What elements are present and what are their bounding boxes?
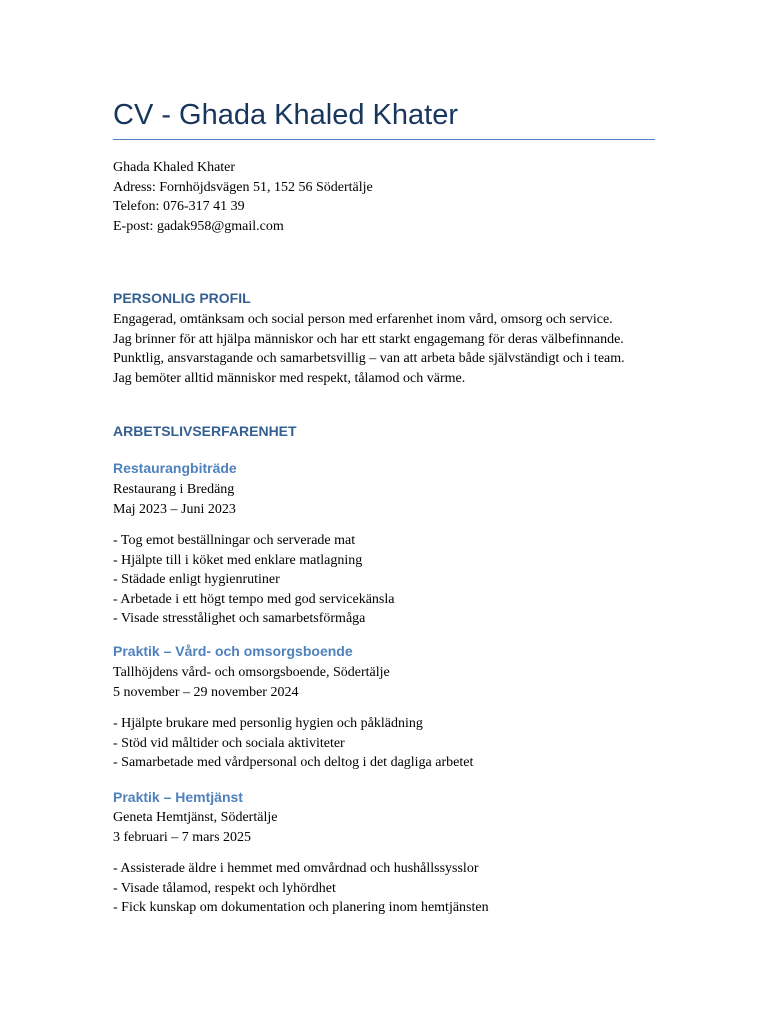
contact-address: Adress: Fornhöjdsvägen 51, 152 56 Södertälje [113, 179, 373, 195]
job-period: 5 november – 29 november 2024 [113, 684, 299, 700]
job-employer: Restaurang i Bredäng [113, 482, 235, 497]
job-period: Maj 2023 – Juni 2023 [113, 501, 236, 517]
profile-line: Jag brinner för att hjälpa människor och har ett starkt engagemang för deras välbefinnande. [113, 331, 624, 347]
task-item: - Arbetade i ett högt tempo med god servicekänsla [113, 591, 395, 607]
job-tasks [113, 714, 693, 773]
contact-phone: Telefon: 076-317 41 39 [113, 199, 245, 214]
job-period: 3 februari – 7 mars 2025 [113, 829, 252, 845]
job-tasks [113, 531, 693, 629]
job-employer: Tallhöjdens vård- och omsorgsboende, Södertälje [113, 665, 390, 680]
task-item: - Visade tålamod, respekt och lyhördhet [113, 880, 336, 896]
task-item: - Visade stresstålighet och samarbetsförmåga [113, 611, 366, 626]
task-item: - Hjälpte till i köket med enklare matlagning [113, 552, 363, 568]
title-underline [113, 139, 655, 140]
job-title: Praktik – Vård- och omsorgsboende [113, 643, 353, 659]
experience-heading: ARBETSLIVSERFARENHET [113, 423, 297, 439]
contact-block [113, 158, 693, 236]
job-employer: Geneta Hemtjänst, Södertälje [113, 810, 278, 825]
job-title: Praktik – Hemtjänst [113, 789, 243, 805]
cv-title: CV - Ghada Khaled Khater [113, 99, 458, 131]
profile-line: Jag bemöter alltid människor med respekt, tålamod och värme. [113, 370, 466, 386]
task-item: - Städade enligt hygienrutiner [113, 572, 280, 587]
task-item: - Tog emot beställningar och serverade mat [113, 533, 356, 548]
task-item: - Stöd vid måltider och sociala aktiviteter [113, 735, 345, 751]
profile-line: Punktlig, ansvarstagande och samarbetsvillig – van att arbeta både självständigt och i team. [113, 351, 625, 366]
job-info [113, 663, 693, 702]
contact-name: Ghada Khaled Khater [113, 160, 236, 175]
profile-line: Engagerad, omtänksam och social person med erfarenhet inom vård, omsorg och service. [113, 312, 613, 327]
task-item: - Hjälpte brukare med personlig hygien och påklädning [113, 716, 423, 731]
job-title: Restaurangbiträde [113, 460, 237, 476]
job-tasks [113, 859, 693, 918]
task-item: - Fick kunskap om dokumentation och planering inom hemtjänsten [113, 900, 489, 915]
profile-heading: PERSONLIG PROFIL [113, 290, 251, 306]
job-info [113, 808, 693, 847]
task-item: - Assisterade äldre i hemmet med omvårdnad och hushållssysslor [113, 861, 479, 876]
contact-email: E-post: gadak958@gmail.com [113, 218, 284, 234]
profile-text [113, 310, 693, 388]
job-info [113, 480, 693, 519]
task-item: - Samarbetade med vårdpersonal och deltog i det dagliga arbetet [113, 755, 474, 770]
